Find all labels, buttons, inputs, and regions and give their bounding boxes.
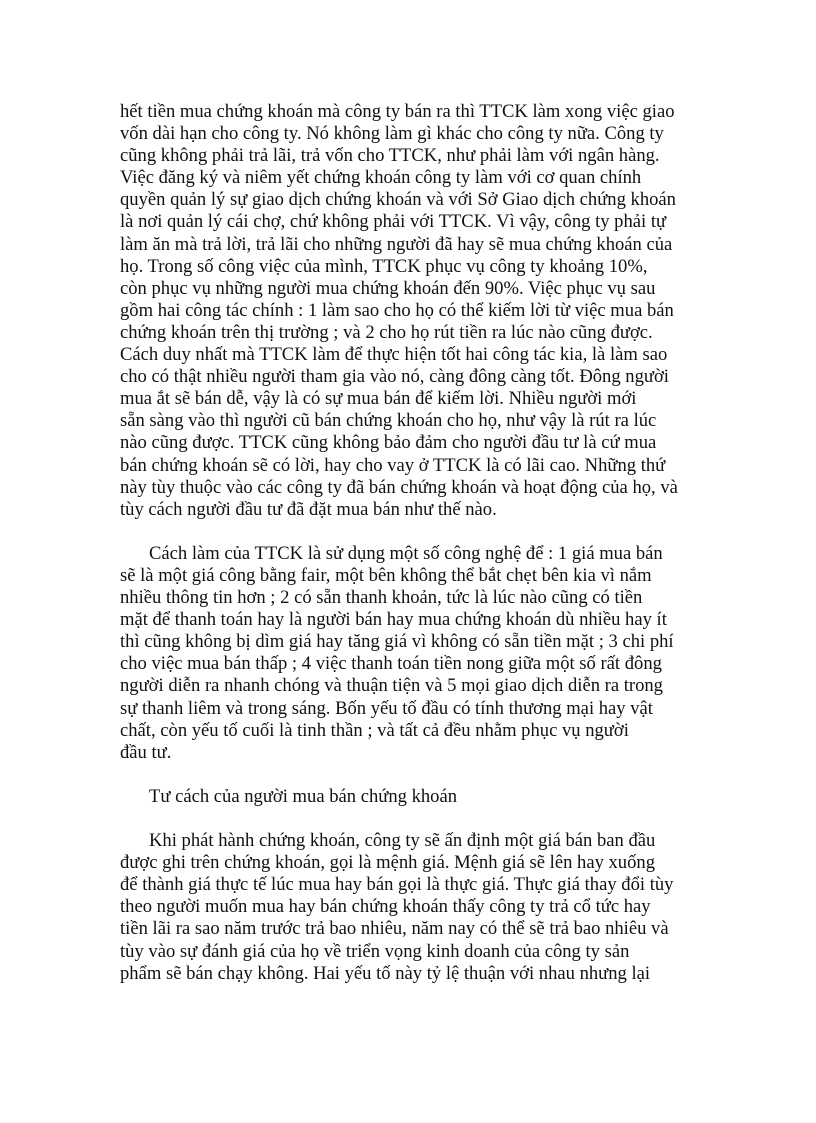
text-line: thì cũng không bị dìm giá hay tăng giá vì không có sẵn tiền mặt ; 3 chi phí [120,631,674,653]
text-line: Cách làm của TTCK là sử dụng một số công nghệ để : 1 giá mua bán [149,542,663,564]
text-line: vốn dài hạn cho công ty. Nó không làm gì khác cho công ty nữa. Công ty [120,123,664,145]
paragraph-1 [120,101,700,521]
text-line: là nơi quản lý cái chợ, chứ không phải với TTCK. Vì vậy, công ty phải tự [120,211,667,233]
text-line: này tùy thuộc vào các công ty đã bán chứng khoán và hoạt động của họ, và [120,476,678,498]
text-line: họ. Trong số công việc của mình, TTCK phục vụ công ty khoảng 10%, [120,255,648,277]
text-line: mua ắt sẽ bán dễ, vậy là có sự mua bán để kiếm lời. Nhiều người mới [120,388,637,410]
text-line: nào cũng được. TTCK cũng không bảo đảm cho người đầu tư là cứ mua [120,432,657,454]
text-line: phẩm sẽ bán chạy không. Hai yếu tố này tỷ lệ thuận với nhau nhưng lại [120,962,651,984]
text-line: quyền quản lý sự giao dịch chứng khoán và với Sở Giao dịch chứng khoán [120,189,676,211]
text-line: đầu tư. [120,741,172,763]
text-line: sự thanh liêm và trong sáng. Bốn yếu tố đầu có tính thương mại hay vật [120,697,653,719]
text-line: sẵn sàng vào thì người cũ bán chứng khoán cho họ, như vậy là rút ra lúc [120,410,657,432]
text-line: làm ăn mà trả lời, trả lãi cho những người đã hay sẽ mua chứng khoán của [120,233,673,255]
paragraph-3 [120,830,700,985]
document-page [120,101,700,1007]
section-heading [120,786,700,808]
text-line: tiền lãi ra sao năm trước trả bao nhiêu, năm nay có thể sẽ trả bao nhiêu và [120,918,669,940]
heading-text: Tư cách của người mua bán chứng khoán [149,785,458,807]
paragraph-2 [120,543,700,764]
text-line: cũng không phải trả lãi, trả vốn cho TTCK, như phải làm với ngân hàng. [120,145,660,167]
text-line: hết tiền mua chứng khoán mà công ty bán ra thì TTCK làm xong việc giao [120,101,675,122]
text-line: người diễn ra nhanh chóng và thuận tiện và 5 mọi giao dịch diễn ra trong [120,675,663,697]
text-line: được ghi trên chứng khoán, gọi là mệnh giá. Mệnh giá sẽ lên hay xuống [120,852,655,874]
text-line: nhiều thông tin hơn ; 2 có sẵn thanh khoản, tức là lúc nào cũng có tiền [120,587,643,609]
text-line: Khi phát hành chứng khoán, công ty sẽ ấn định một giá bán ban đầu [149,830,656,852]
text-line: còn phục vụ những người mua chứng khoán đến 90%. Việc phục vụ sau [120,277,656,299]
text-line: Việc đăng ký và niêm yết chứng khoán công ty làm với cơ quan chính [120,167,642,189]
text-line: Cách duy nhất mà TTCK làm để thực hiện tốt hai công tác kia, là làm sao [120,344,668,366]
text-line: sẽ là một giá công bằng fair, một bên không thể bắt chẹt bên kia vì nắm [120,564,652,586]
text-line: tùy vào sự đánh giá của họ về triển vọng kinh doanh của công ty sản [120,940,630,962]
text-line: bán chứng khoán sẽ có lời, hay cho vay ở TTCK là có lãi cao. Những thứ [120,454,666,476]
text-line: cho việc mua bán thấp ; 4 việc thanh toán tiền nong giữa một số rất đông [120,653,662,675]
text-line: gồm hai công tác chính : 1 làm sao cho họ có thể kiếm lời từ việc mua bán [120,299,674,321]
text-line: chất, còn yếu tố cuối là tinh thần ; và tất cả đều nhằm phục vụ người [120,719,629,741]
text-line: mặt để thanh toán hay là người bán hay mua chứng khoán dù nhiều hay ít [120,609,667,631]
text-line: tùy cách người đầu tư đã đặt mua bán như thế nào. [120,498,497,520]
text-line: chứng khoán trên thị trường ; và 2 cho họ rút tiền ra lúc nào cũng được. [120,321,653,343]
text-line: cho có thật nhiều người tham gia vào nó, càng đông càng tốt. Đông người [120,366,669,388]
text-line: để thành giá thực tế lúc mua hay bán gọi là thực giá. Thực giá thay đổi tùy [120,874,674,896]
text-line: theo người muốn mua hay bán chứng khoán thấy công ty trả cổ tức hay [120,896,651,918]
